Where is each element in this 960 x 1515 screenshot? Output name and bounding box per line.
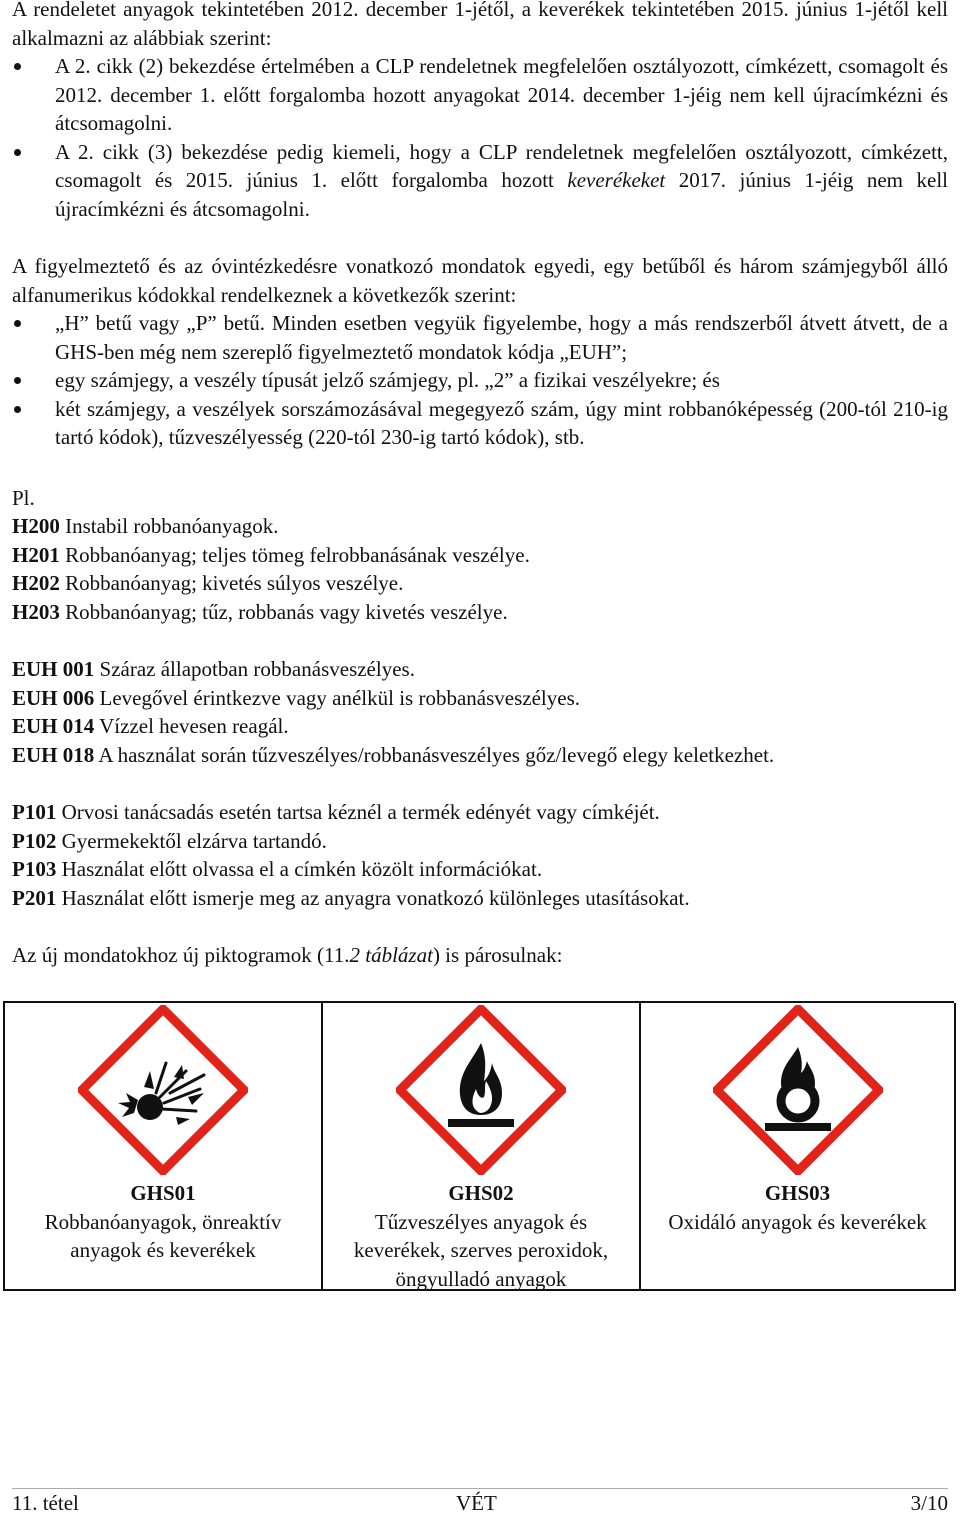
p-code-text: Használat előtt olvassa el a címkén közölt információkat.	[56, 857, 543, 881]
transition-rules-list	[12, 52, 948, 223]
flame-over-circle-icon	[713, 1005, 883, 1175]
h-code-line	[12, 541, 948, 570]
p-code-text: Gyermekektől elzárva tartandó.	[56, 828, 327, 853]
list-item: egy számjegy, a veszély típusát jelző számjegy, pl. „2” a fizikai veszélyekre; és	[12, 366, 948, 395]
h-code-line	[12, 569, 948, 598]
list-item-text: A 2. cikk (3) bekezdése pedig kiemeli, hogy a CLP rendeletnek megfelelően osztályozott, címkézett, csomagolt és 2015. június 1. előtt forgalomba hozott	[55, 139, 948, 192]
pictogram-caption	[331, 1179, 631, 1293]
pictogram-code: GHS01	[130, 1181, 196, 1205]
p-code: P102	[12, 828, 57, 853]
euh-code: EUH 001	[12, 657, 95, 681]
euh-code: EUH 006	[12, 685, 95, 710]
p-code-list	[12, 798, 948, 912]
page-footer	[12, 1488, 948, 1513]
h-code-list	[12, 512, 948, 626]
euh-code: EUH 014	[12, 714, 95, 738]
h-code-line	[12, 512, 948, 541]
h-code-text: Instabil robbanóanyagok.	[59, 514, 279, 538]
document-page	[12, 0, 948, 970]
footer-chapter: 11. tétel	[12, 1491, 79, 1515]
h-code: H203	[12, 599, 60, 624]
flame-icon	[396, 1005, 566, 1175]
p-code-line	[12, 855, 948, 884]
euh-code-text: Száraz állapotban robbanásveszélyes.	[94, 657, 415, 681]
footer-page-number: 3/10	[910, 1491, 948, 1515]
footer-title: VÉT	[456, 1491, 497, 1515]
h-code: H202	[12, 571, 60, 595]
list-item	[12, 138, 948, 224]
h-code-text: Robbanóanyag; tűz, robbanás vagy kivetés veszélye.	[59, 599, 508, 624]
h-code: H200	[12, 514, 60, 538]
pictogram-cell-ghs02	[323, 1003, 641, 1291]
euh-code-line	[12, 741, 948, 770]
pictogram-label: Robbanóanyagok, önreaktív anyagok és keverékek	[44, 1209, 282, 1262]
pictogram-label: Tűzveszélyes anyagok és keverékek, szerves peroxidok, öngyulladó anyagok	[353, 1209, 609, 1291]
pictogram-table	[3, 1001, 954, 1291]
pictogram-intro-emphasis: 2 táblázat	[349, 943, 433, 967]
p-code-line	[12, 827, 948, 856]
p-code: P101	[12, 800, 57, 824]
euh-code: EUH 018	[12, 742, 95, 767]
pictogram-caption	[649, 1179, 946, 1236]
pictogram-caption	[13, 1179, 313, 1265]
exploding-bomb-icon	[78, 1005, 248, 1175]
list-item: két számjegy, a veszélyek sorszámozásával megegyező szám, úgy mint robbanóképesség (200-tól 210-ig tartó kódok), tűzveszélyesség (220-tól 230-ig tartó kódok), stb.	[12, 395, 948, 452]
list-item: A 2. cikk (2) bekezdése értelmében a CLP rendeletnek megfelelően osztályozott, címkézett, csomagolt és 2012. december 1. előtt forgalomba hozott anyagokat 2014. december 1-jéig nem kell újracímkézni és átcsomagolni.	[12, 52, 948, 138]
pictogram-intro-text: Az új mondatokhoz új piktogramok (11.	[12, 943, 350, 967]
euh-code-text: Levegővel érintkezve vagy anélkül is robbanásveszélyes.	[94, 685, 580, 710]
pictogram-cell-ghs03	[641, 1003, 956, 1291]
p-code-text: Használat előtt ismerje meg az anyagra vonatkozó különleges utasításokat.	[56, 885, 690, 910]
euh-code-list	[12, 655, 948, 769]
p-code-line	[12, 798, 948, 827]
pictogram-code: GHS02	[448, 1181, 514, 1205]
p-code-text: Orvosi tanácsadás esetén tartsa kéznél a termék edényét vagy címkéjét.	[56, 800, 660, 824]
euh-code-line	[12, 712, 948, 741]
p-code: P103	[12, 857, 57, 881]
pictogram-intro	[12, 941, 948, 970]
pictogram-code: GHS03	[764, 1181, 831, 1205]
pictogram-cell-ghs01	[5, 1003, 323, 1291]
code-structure-list	[12, 309, 948, 452]
pictogram-intro-text: ) is párosulnak:	[432, 943, 563, 967]
list-item-emphasis: keverékeket	[567, 168, 666, 192]
h-code-line	[12, 598, 948, 627]
h-code-text: Robbanóanyag; teljes tömeg felrobbanásának veszélye.	[59, 542, 530, 567]
example-label: Pl.	[12, 485, 35, 510]
p-code: P201	[12, 885, 57, 910]
euh-code-line	[12, 655, 948, 684]
intro-paragraph: A rendeletet anyagok tekintetében 2012. december 1-jétől, a keverékek tekintetében 2015. június 1-jétől kell alkalmazni az alábbiak szerint:	[12, 0, 948, 50]
h-code: H201	[12, 542, 60, 567]
p-code-line	[12, 884, 948, 913]
code-structure-paragraph: A figyelmeztető és az óvintézkedésre vonatkozó mondatok egyedi, egy betűből és három számjegyből álló alfanumerikus kódokkal rendelkeznek a következők szerint:	[12, 254, 948, 307]
euh-code-text: Vízzel hevesen reagál.	[94, 714, 289, 738]
list-item: „H” betű vagy „P” betű. Minden esetben vegyük figyelembe, hogy a más rendszerből átvett átvett, de a GHS-ben még nem szereplő figyelmeztető mondatok kódja „EUH”;	[12, 309, 948, 366]
list-item-text: 2017. június 1-jéig nem kell újracímkézni és átcsomagolni.	[55, 168, 948, 221]
euh-code-text: A használat során tűzveszélyes/robbanásveszélyes gőz/levegő elegy keletkezhet.	[94, 742, 775, 767]
h-code-text: Robbanóanyag; kivetés súlyos veszélye.	[59, 571, 404, 595]
euh-code-line	[12, 684, 948, 713]
pictogram-label: Oxidáló anyagok és keverékek	[668, 1209, 927, 1234]
